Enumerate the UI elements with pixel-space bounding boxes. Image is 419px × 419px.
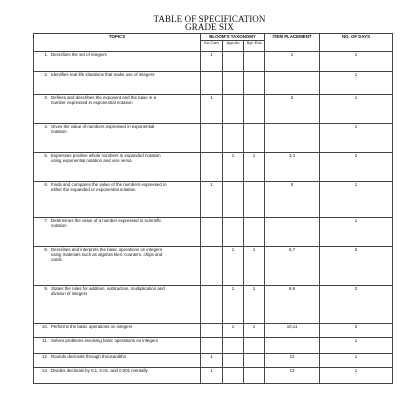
table-row — [34, 338, 393, 354]
topic-text: Rounds decimals through thousandths — [51, 354, 126, 359]
topic-cell — [34, 286, 201, 324]
specification-table — [33, 33, 393, 384]
row-number: 1. — [44, 52, 48, 57]
syn-eva-cell — [244, 124, 265, 153]
topic-text: States the rules for addition, subtraction, multiplication and division of integers — [51, 286, 165, 297]
topic-cell — [34, 95, 201, 124]
item-placement-cell: 1 — [265, 52, 320, 72]
syn-eva-cell: 1 — [244, 153, 265, 182]
app-an-cell — [223, 182, 244, 218]
row-number: 8. — [44, 247, 48, 252]
item-placement-cell: 13 — [265, 368, 320, 384]
header-syn-eva: Syn Eva — [244, 41, 265, 52]
kn-com-cell: 1 — [201, 182, 223, 218]
app-an-cell: 1 — [223, 286, 244, 324]
table-row — [34, 153, 393, 182]
app-an-cell — [223, 354, 244, 368]
topic-text: Divides decimals by 0.1, 0.01, and 0.001 mentally — [51, 368, 148, 373]
item-placement-cell — [265, 72, 320, 95]
app-an-cell — [223, 95, 244, 124]
no-of-days-cell: 1 — [320, 52, 393, 72]
row-number: 10. — [41, 324, 48, 329]
header-no-of-days: NO. OF DAYS — [320, 34, 393, 52]
header-app-an: App An — [223, 41, 244, 52]
no-of-days-cell: 1 — [320, 218, 393, 247]
item-placement-cell: 5 — [265, 182, 320, 218]
row-number: 3. — [44, 95, 48, 100]
kn-com-cell — [201, 247, 223, 286]
item-placement-cell: 12 — [265, 354, 320, 368]
topic-cell — [34, 368, 201, 384]
table-row — [34, 247, 393, 286]
app-an-cell: 1 — [223, 324, 244, 338]
kn-com-cell — [201, 124, 223, 153]
row-number: 11. — [42, 338, 48, 343]
kn-com-cell — [201, 153, 223, 182]
topic-text: Expresses positive whole numbers in expanded notation using exponential notation and vice versa — [51, 153, 161, 164]
topic-cell — [34, 354, 201, 368]
topic-text: Identifies real-life situations that make use of integers — [51, 72, 155, 77]
topic-text: Describes the set of integers — [51, 52, 107, 57]
kn-com-cell: 1 — [201, 368, 223, 384]
item-placement-cell — [265, 124, 320, 153]
no-of-days-cell: 2 — [320, 324, 393, 338]
table-row — [34, 324, 393, 338]
syn-eva-cell — [244, 354, 265, 368]
table-row — [34, 182, 393, 218]
app-an-cell: 1 — [223, 153, 244, 182]
syn-eva-cell — [244, 52, 265, 72]
topic-cell — [34, 124, 201, 153]
topic-cell — [34, 324, 201, 338]
topic-text: Defines and describes the exponent and the base in a number expressed in exponential notation — [51, 95, 156, 106]
row-number: 12. — [41, 354, 48, 359]
item-placement-cell: 2 — [265, 95, 320, 124]
no-of-days-cell: 1 — [320, 124, 393, 153]
syn-eva-cell — [244, 368, 265, 384]
app-an-cell — [223, 218, 244, 247]
no-of-days-cell: 2 — [320, 247, 393, 286]
no-of-days-cell: 1 — [320, 72, 393, 95]
no-of-days-cell: 2 — [320, 286, 393, 324]
syn-eva-cell — [244, 72, 265, 95]
app-an-cell — [223, 72, 244, 95]
table-row — [34, 354, 393, 368]
app-an-cell — [223, 338, 244, 354]
topic-cell — [34, 182, 201, 218]
syn-eva-cell — [244, 182, 265, 218]
row-number: 4. — [44, 124, 48, 129]
item-placement-cell: 10,11 — [265, 324, 320, 338]
syn-eva-cell — [244, 95, 265, 124]
table-row — [34, 124, 393, 153]
kn-com-cell — [201, 218, 223, 247]
topic-text: Gives the value of numbers expressed in exponential notation — [51, 124, 155, 135]
syn-eva-cell: 1 — [244, 324, 265, 338]
syn-eva-cell: 1 — [244, 247, 265, 286]
app-an-cell — [223, 124, 244, 153]
no-of-days-cell: 2 — [320, 153, 393, 182]
header-item-placement: ITEM PLACEMENT — [265, 34, 320, 52]
topic-text: Determines the value of a number expressed in scientific notation — [51, 218, 162, 229]
kn-com-cell: 1 — [201, 95, 223, 124]
kn-com-cell — [201, 324, 223, 338]
topic-cell — [34, 72, 201, 95]
kn-com-cell — [201, 286, 223, 324]
app-an-cell — [223, 368, 244, 384]
topic-cell — [34, 52, 201, 72]
table-row — [34, 286, 393, 324]
row-number: 6. — [44, 182, 48, 187]
kn-com-cell — [201, 72, 223, 95]
table-row — [34, 52, 393, 72]
table-row — [34, 218, 393, 247]
kn-com-cell: 1 — [201, 52, 223, 72]
row-number: 13. — [41, 368, 48, 373]
no-of-days-cell: 1 — [320, 338, 393, 354]
row-number: 7. — [44, 218, 48, 223]
document-subtitle: GRADE SIX — [185, 22, 234, 32]
app-an-cell: 1 — [223, 247, 244, 286]
item-placement-cell — [265, 338, 320, 354]
table-row — [34, 95, 393, 124]
item-placement-cell: 6,7 — [265, 247, 320, 286]
document-title: TABLE OF SPECIFICATION — [153, 14, 266, 24]
item-placement-cell — [265, 218, 320, 247]
table-row — [34, 368, 393, 384]
topic-text: Solves problems involving basic operations on integers — [51, 338, 158, 343]
syn-eva-cell: 1 — [244, 286, 265, 324]
table-row — [34, 72, 393, 95]
app-an-cell — [223, 52, 244, 72]
topic-cell — [34, 153, 201, 182]
header-kn-com: Kn Com — [201, 41, 223, 52]
kn-com-cell — [201, 338, 223, 354]
topic-cell — [34, 247, 201, 286]
row-number: 5. — [44, 153, 48, 158]
row-number: 2. — [44, 72, 48, 77]
kn-com-cell: 1 — [201, 354, 223, 368]
syn-eva-cell — [244, 338, 265, 354]
item-placement-cell: 8,9 — [265, 286, 320, 324]
no-of-days-cell: 1 — [320, 368, 393, 384]
topic-text: Performs the basic operations on integers — [51, 324, 133, 329]
topic-cell — [34, 218, 201, 247]
no-of-days-cell: 1 — [320, 182, 393, 218]
topic-text: Describes and interprets the basic operations on integers using materials such as algebra tiles, counters, chips and cards — [51, 247, 163, 263]
item-placement-cell: 3,4 — [265, 153, 320, 182]
header-topics: TOPICS — [34, 34, 201, 52]
header-blooms-taxonomy: BLOOM'S TAXONOMY — [201, 34, 265, 41]
no-of-days-cell: 1 — [320, 95, 393, 124]
row-number: 9. — [44, 286, 48, 291]
topic-text: Finds and compares the value of the numbers expressed in either the expanded or exponential notation — [51, 182, 167, 193]
topic-cell — [34, 338, 201, 354]
syn-eva-cell — [244, 218, 265, 247]
no-of-days-cell: 1 — [320, 354, 393, 368]
